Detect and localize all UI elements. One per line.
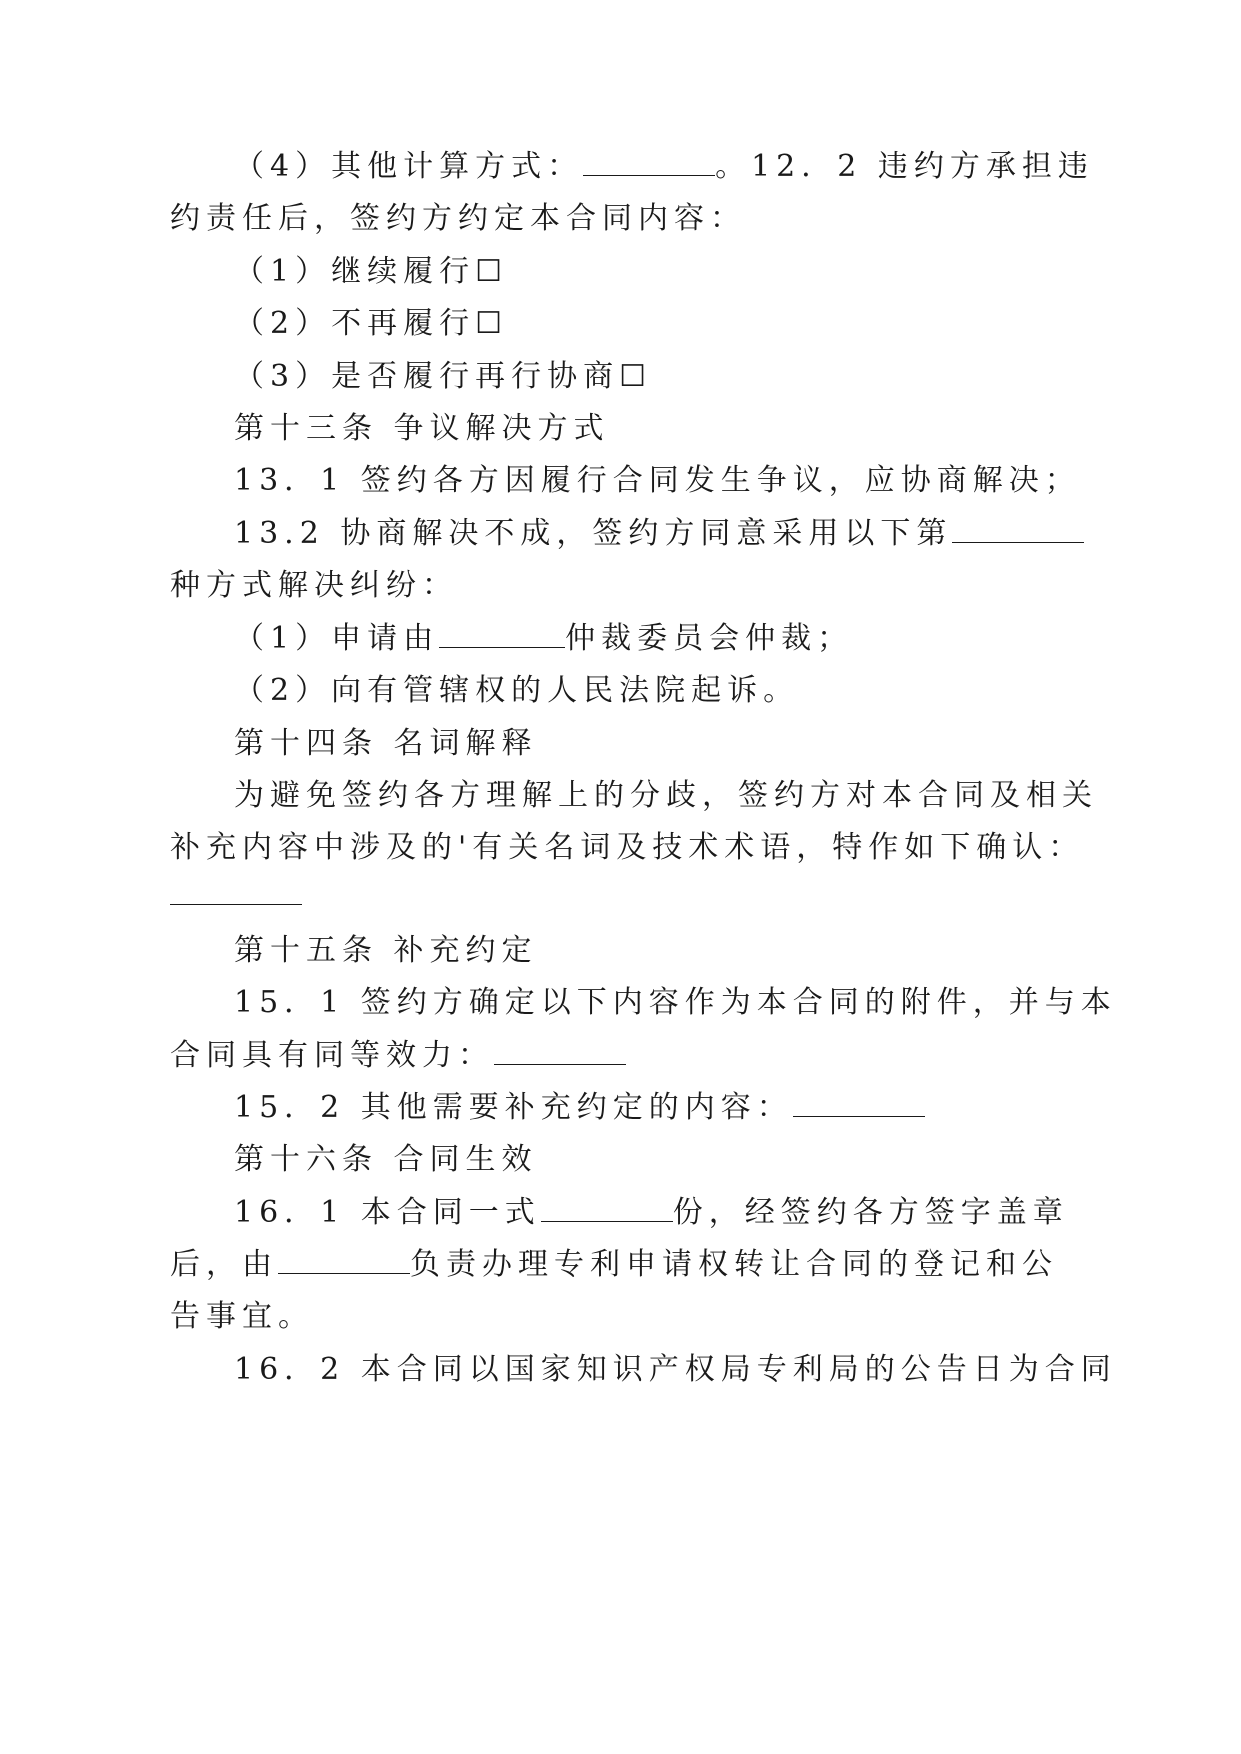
clause-text: 。12．2 违约方承担违 (715, 149, 1094, 184)
blank-field (439, 623, 565, 648)
clause-text: 后，由 (170, 1247, 278, 1282)
option-continue-performance (234, 252, 508, 292)
blank-field (541, 1197, 673, 1222)
clause-13-2-continuation (170, 566, 458, 606)
clause-text: 负责办理专利申请权转让合同的登记和公 (410, 1247, 1058, 1282)
clause-16-1-end (170, 1297, 314, 1337)
section-heading: 第十三条 争议解决方式 (234, 411, 610, 446)
clause-text: 合同具有同等效力： (170, 1038, 494, 1073)
clause-text: （1）继续履行☐ (234, 254, 508, 289)
clause-text: 告事宜。 (170, 1299, 314, 1334)
clause-16-1-continuation (170, 1245, 1058, 1285)
clause-text: 种方式解决纠纷： (170, 568, 458, 603)
clause-text: 16．1 本合同一式 (234, 1195, 541, 1230)
clause-15-2 (234, 1088, 925, 1128)
clause-text: 为避免签约各方理解上的分歧，签约方对本合同及相关 (234, 778, 1098, 813)
clause-text: 13．1 签约各方因履行合同发生争议，应协商解决； (234, 463, 1081, 498)
clause-14-continuation (170, 828, 1084, 868)
option-no-performance (234, 304, 508, 344)
option-arbitration (234, 619, 853, 659)
clause-text: 补充内容中涉及的'有关名词及技术术语，特作如下确认： (170, 830, 1085, 865)
clause-15-1-continuation (170, 1036, 626, 1076)
blank-field (583, 151, 715, 176)
clause-16-2 (234, 1350, 1117, 1390)
blank-field (494, 1040, 626, 1065)
clause-text: 仲裁委员会仲裁； (565, 621, 854, 656)
blank-field (278, 1249, 410, 1274)
article-13-heading (234, 409, 610, 449)
clause-text: 份，经签约各方签字盖章 (672, 1195, 1069, 1230)
clause-text: （3）是否履行再行协商☐ (234, 359, 652, 394)
clause-text: 16．2 本合同以国家知识产权局专利局的公告日为合同 (234, 1352, 1117, 1387)
section-heading: 第十五条 补充约定 (234, 933, 538, 968)
blank-field (952, 518, 1084, 543)
clause-text: （1）申请由 (234, 621, 440, 656)
clause-13-1 (234, 461, 1081, 501)
clause-15-1 (234, 983, 1117, 1023)
section-heading: 第十四条 名词解释 (234, 726, 538, 761)
article-15-heading (234, 931, 538, 971)
clause-text: 约责任后，签约方约定本合同内容： (170, 201, 746, 236)
clause-text: （4）其他计算方式： (234, 149, 584, 184)
article-16-heading (234, 1140, 538, 1180)
clause-13-2 (234, 514, 1084, 554)
clause-text: （2）不再履行☐ (234, 306, 508, 341)
clause-text: 13.2 协商解决不成，签约方同意采用以下第 (234, 516, 953, 551)
clause-14-text (234, 776, 1098, 816)
clause-12-2-continuation (170, 199, 746, 239)
article-14-heading (234, 724, 538, 764)
clause-text: 15．1 签约方确定以下内容作为本合同的附件，并与本 (234, 985, 1117, 1020)
option-renegotiate (234, 357, 652, 397)
blank-field (170, 904, 302, 905)
clause-16-1 (234, 1193, 1069, 1233)
clause-text: 15．2 其他需要补充约定的内容： (234, 1090, 793, 1125)
blank-field (793, 1092, 925, 1117)
clause-12-1-4-line (234, 147, 1094, 187)
option-court (234, 671, 799, 711)
section-heading: 第十六条 合同生效 (234, 1142, 538, 1177)
clause-text: （2）向有管辖权的人民法院起诉。 (234, 673, 800, 708)
